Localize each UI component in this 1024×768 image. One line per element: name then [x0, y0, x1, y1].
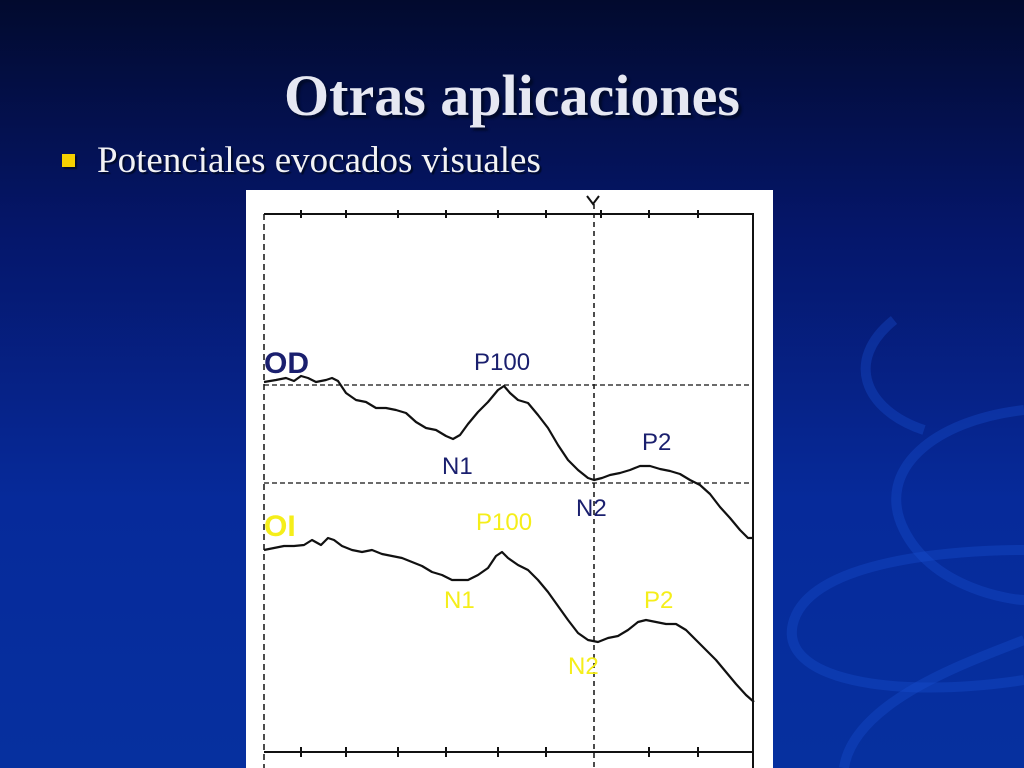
od-n1-label: N1 — [442, 453, 473, 480]
square-bullet-icon — [62, 154, 75, 167]
oi-label: OI — [264, 510, 296, 543]
bullet-text: Potenciales evocados visuales — [97, 140, 541, 181]
slide-title: Otras aplicaciones — [284, 63, 740, 128]
arrow-down-icon — [587, 196, 599, 204]
oi-p100-label: P100 — [476, 509, 533, 536]
od-label: OD — [264, 347, 309, 380]
vep-figure — [246, 190, 773, 768]
od-n2-label: N2 — [576, 495, 607, 522]
oi-n1-label: N1 — [444, 587, 475, 614]
oi-waveform — [264, 538, 754, 702]
od-p100-label: P100 — [474, 349, 531, 376]
bullet-item — [62, 139, 541, 182]
oi-n2-label: N2 — [568, 653, 599, 680]
oi-p2-label: P2 — [644, 587, 674, 614]
od-p2-label: P2 — [642, 429, 672, 456]
